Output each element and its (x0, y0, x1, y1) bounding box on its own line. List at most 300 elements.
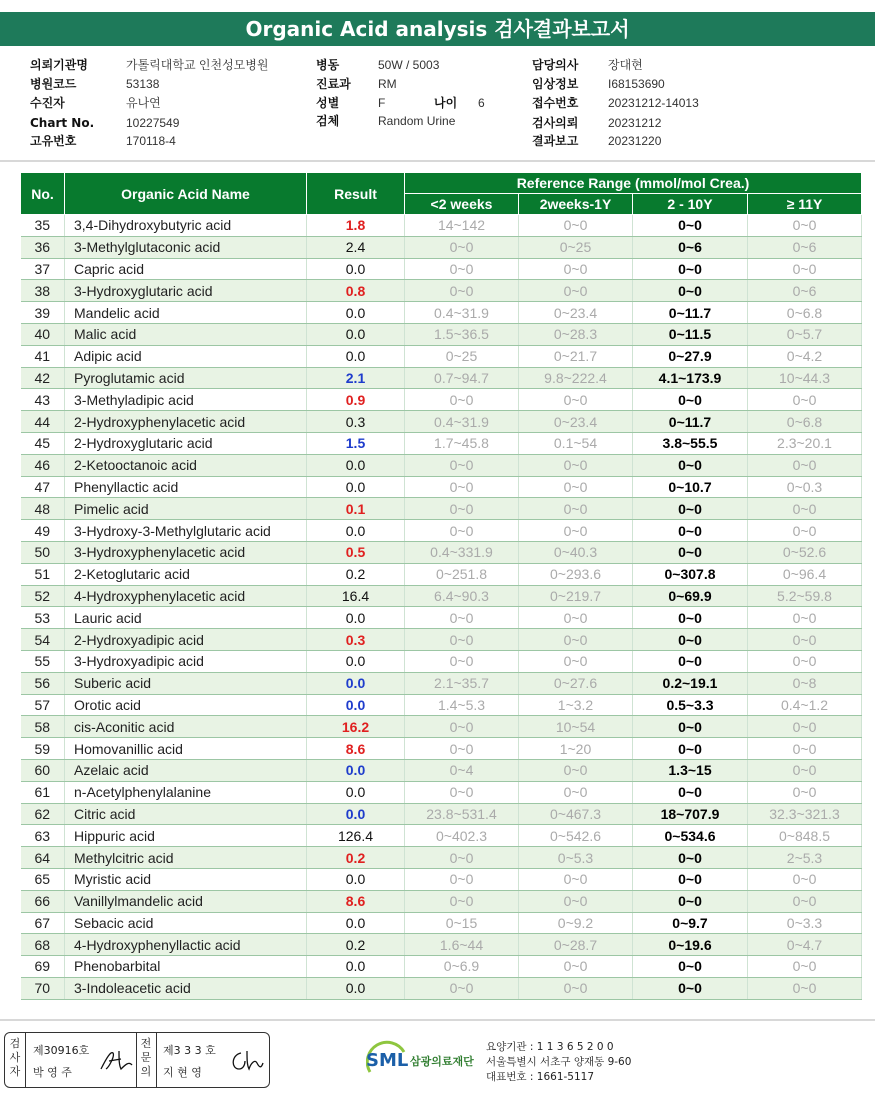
reference-range: 0~0 (633, 890, 748, 912)
info-value: 장대현 (608, 58, 643, 72)
row-number: 45 (21, 432, 65, 454)
reference-range: 2.1~35.7 (405, 672, 519, 694)
info-value: F (378, 96, 386, 110)
reference-range: 0~0 (748, 258, 862, 280)
acid-name: Capric acid (65, 258, 307, 280)
info-value: 가톨릭대학교 인천성모병원 (126, 58, 269, 72)
table-row (21, 280, 862, 302)
reference-range: 0~0 (633, 781, 748, 803)
reference-range: 0~0 (405, 781, 519, 803)
reference-range: 0~0 (748, 607, 862, 629)
reference-range: 0~6.9 (405, 956, 519, 978)
table-row (21, 585, 862, 607)
table-row (21, 389, 862, 411)
row-number: 47 (21, 476, 65, 498)
reference-range: 0~0 (405, 890, 519, 912)
info-value: 53138 (126, 77, 160, 91)
result-value (307, 302, 405, 324)
reference-range: 0~4.7 (748, 934, 862, 956)
result-value (307, 498, 405, 520)
divider (136, 1033, 137, 1087)
row-number: 43 (21, 389, 65, 411)
result-value (307, 890, 405, 912)
acid-name: Lauric acid (65, 607, 307, 629)
table-row (21, 781, 862, 803)
reference-range: 0.7~94.7 (405, 367, 519, 389)
table-row (21, 912, 862, 934)
result-text: 0.0 (345, 784, 366, 801)
table-row (21, 476, 862, 498)
result-text: 0.0 (345, 958, 366, 975)
reference-range: 2~5.3 (748, 847, 862, 869)
acid-name: 3-Hydroxyglutaric acid (65, 280, 307, 302)
row-number: 36 (21, 236, 65, 258)
reference-range: 0~0 (633, 258, 748, 280)
logo-mark: SML (366, 1050, 409, 1071)
result-text: 0.0 (345, 805, 366, 822)
table-row (21, 454, 862, 476)
acid-name: Myristic acid (65, 868, 307, 890)
org-phone: 대표번호 : 1661-5117 (486, 1071, 595, 1083)
signature-image (97, 1047, 135, 1075)
reference-range: 0~0 (519, 956, 633, 978)
reference-range: 0~52.6 (748, 541, 862, 563)
result-value (307, 934, 405, 956)
reference-range: 0~23.4 (519, 302, 633, 324)
reference-range: 0~4.2 (748, 345, 862, 367)
result-value (307, 956, 405, 978)
reference-range: 0~6.8 (748, 302, 862, 324)
reference-range: 0~0 (405, 454, 519, 476)
info-label: 수진자 (30, 96, 65, 110)
reference-range: 0~9.7 (633, 912, 748, 934)
acid-name: Methylcitric acid (65, 847, 307, 869)
result-text: 8.6 (345, 893, 366, 910)
reference-range: 14~142 (405, 215, 519, 237)
reference-range: 0~0 (405, 847, 519, 869)
acid-name: Pimelic acid (65, 498, 307, 520)
info-label: 병동 (316, 58, 340, 72)
col-header-name: Organic Acid Name (65, 173, 307, 215)
info-label: 검체 (316, 114, 340, 128)
row-number: 53 (21, 607, 65, 629)
reference-range: 0~293.6 (519, 563, 633, 585)
reference-range: 0~96.4 (748, 563, 862, 585)
reference-range: 10~54 (519, 716, 633, 738)
result-text: 0.0 (345, 762, 366, 779)
result-text: 0.0 (345, 457, 366, 474)
row-number: 40 (21, 323, 65, 345)
table-row (21, 367, 862, 389)
result-value (307, 585, 405, 607)
result-text: 0.2 (345, 566, 366, 583)
row-number: 50 (21, 541, 65, 563)
reference-range: 0~0 (748, 520, 862, 542)
reference-range: 0~251.8 (405, 563, 519, 585)
result-value (307, 541, 405, 563)
result-value (307, 672, 405, 694)
row-number: 65 (21, 868, 65, 890)
reference-range: 0~0 (748, 650, 862, 672)
reference-range: 0~219.7 (519, 585, 633, 607)
info-label: 병원코드 (30, 77, 77, 91)
info-label: 검사의뢰 (532, 116, 579, 130)
reference-range: 0~0 (405, 629, 519, 651)
reference-range: 0~0 (748, 629, 862, 651)
reference-range: 0~0 (633, 977, 748, 999)
row-number: 38 (21, 280, 65, 302)
divider (25, 1033, 26, 1087)
row-number: 58 (21, 716, 65, 738)
reference-range: 0~0 (519, 498, 633, 520)
info-label: 진료과 (316, 77, 351, 91)
result-text: 0.0 (345, 478, 366, 495)
reference-range: 0~0 (405, 280, 519, 302)
row-number: 59 (21, 738, 65, 760)
info-value: 20231212 (608, 116, 662, 130)
reference-range: 0~3.3 (748, 912, 862, 934)
reference-range: 0~0 (633, 454, 748, 476)
col-header-no: No. (21, 173, 65, 215)
result-value (307, 629, 405, 651)
result-value (307, 825, 405, 847)
result-value (307, 432, 405, 454)
result-text: 0.2 (345, 849, 366, 866)
result-value (307, 411, 405, 433)
reference-range: 0~0 (633, 847, 748, 869)
reference-range: 0~0 (748, 498, 862, 520)
sml-logo-icon (366, 1040, 484, 1076)
results-table (20, 172, 862, 1000)
acid-name: 2-Ketoglutaric acid (65, 563, 307, 585)
acid-name: Malic acid (65, 323, 307, 345)
col-header-range: <2 weeks (405, 194, 519, 215)
table-row (21, 345, 862, 367)
signature-image (227, 1047, 265, 1075)
table-row (21, 825, 862, 847)
acid-name: 3-Indoleacetic acid (65, 977, 307, 999)
reference-range: 0~0 (633, 738, 748, 760)
reference-range: 32.3~321.3 (748, 803, 862, 825)
result-value (307, 607, 405, 629)
inspector-name: 박 영 주 (33, 1066, 72, 1079)
result-text: 2.4 (345, 239, 366, 256)
row-number: 41 (21, 345, 65, 367)
row-number: 42 (21, 367, 65, 389)
reference-range: 0~0.3 (748, 476, 862, 498)
info-value: 10227549 (126, 116, 180, 130)
result-value (307, 367, 405, 389)
row-number: 66 (21, 890, 65, 912)
result-text: 0.0 (345, 653, 366, 670)
table-row (21, 607, 862, 629)
reference-range: 23.8~531.4 (405, 803, 519, 825)
organization-info (486, 1040, 631, 1085)
result-value (307, 258, 405, 280)
acid-name: Sebacic acid (65, 912, 307, 934)
result-value (307, 345, 405, 367)
result-text: 0.1 (345, 500, 366, 517)
result-text: 0.2 (345, 936, 366, 953)
reference-range: 0~467.3 (519, 803, 633, 825)
acid-name: Mandelic acid (65, 302, 307, 324)
result-text: 1.8 (345, 217, 366, 234)
inspector-label: 검 사 자 (9, 1037, 21, 1078)
result-value (307, 650, 405, 672)
reference-range: 0~10.7 (633, 476, 748, 498)
reference-range: 0~0 (748, 759, 862, 781)
acid-name: 2-Hydroxyphenylacetic acid (65, 411, 307, 433)
result-value (307, 280, 405, 302)
info-label: 결과보고 (532, 134, 579, 148)
row-number: 52 (21, 585, 65, 607)
row-number: 63 (21, 825, 65, 847)
reference-range: 0~0 (748, 454, 862, 476)
acid-name: 3-Hydroxyphenylacetic acid (65, 541, 307, 563)
result-value (307, 716, 405, 738)
acid-name: Azelaic acid (65, 759, 307, 781)
info-value: 유나연 (126, 96, 161, 110)
reference-range: 0~0 (519, 280, 633, 302)
table-row (21, 498, 862, 520)
acid-name: 3-Methylglutaconic acid (65, 236, 307, 258)
table-row (21, 215, 862, 237)
reference-range: 0~0 (633, 956, 748, 978)
acid-name: Orotic acid (65, 694, 307, 716)
reference-range: 0~11.5 (633, 323, 748, 345)
reference-range: 0~5.7 (748, 323, 862, 345)
acid-name: Phenyllactic acid (65, 476, 307, 498)
table-row (21, 541, 862, 563)
reference-range: 0~4 (405, 759, 519, 781)
row-number: 56 (21, 672, 65, 694)
sml-logo (366, 1040, 484, 1080)
result-value (307, 694, 405, 716)
reference-range: 0~0 (748, 716, 862, 738)
row-number: 35 (21, 215, 65, 237)
reference-range: 0~0 (405, 498, 519, 520)
reference-range: 0~69.9 (633, 585, 748, 607)
reference-range: 0~25 (519, 236, 633, 258)
result-text: 0.0 (345, 522, 366, 539)
info-label: 고유번호 (30, 134, 77, 148)
reference-range: 0~0 (748, 389, 862, 411)
reference-range: 0~0 (748, 890, 862, 912)
result-text: 0.0 (345, 304, 366, 321)
age-label: 나이 (434, 96, 458, 110)
acid-name: Phenobarbital (65, 956, 307, 978)
reference-range: 0~8 (748, 672, 862, 694)
reference-range: 0~0 (405, 389, 519, 411)
result-text: 1.5 (345, 435, 366, 452)
result-value (307, 389, 405, 411)
reference-range: 0~0 (519, 258, 633, 280)
table-row (21, 411, 862, 433)
table-row (21, 956, 862, 978)
result-text: 0.0 (345, 871, 366, 888)
info-label: 성별 (316, 96, 340, 110)
reference-range: 0~15 (405, 912, 519, 934)
reference-range: 10~44.3 (748, 367, 862, 389)
reference-range: 0~0 (633, 629, 748, 651)
result-value (307, 563, 405, 585)
reference-range: 0~0 (405, 520, 519, 542)
reference-range: 0~0 (633, 868, 748, 890)
reference-range: 0~0 (633, 498, 748, 520)
reference-range: 0~0 (519, 781, 633, 803)
specialist-label: 전 문 의 (140, 1037, 152, 1078)
reference-range: 0~0 (405, 607, 519, 629)
reference-range: 0~5.3 (519, 847, 633, 869)
table-row (21, 563, 862, 585)
reference-range: 1~20 (519, 738, 633, 760)
result-text: 0.3 (345, 413, 366, 430)
logo-text: 삼광의료재단 (410, 1055, 474, 1068)
reference-range: 0~19.6 (633, 934, 748, 956)
reference-range: 0~6.8 (748, 411, 862, 433)
acid-name: cis-Aconitic acid (65, 716, 307, 738)
result-text: 0.9 (345, 391, 366, 408)
table-row (21, 236, 862, 258)
row-number: 67 (21, 912, 65, 934)
table-row (21, 672, 862, 694)
table-row (21, 977, 862, 999)
patient-info-panel (30, 56, 860, 148)
reference-range: 0~0 (748, 956, 862, 978)
reference-range: 4.1~173.9 (633, 367, 748, 389)
reference-range: 0~27.6 (519, 672, 633, 694)
result-text: 0.3 (345, 631, 366, 648)
reference-range: 0~0 (633, 541, 748, 563)
reference-range: 0~25 (405, 345, 519, 367)
row-number: 55 (21, 650, 65, 672)
result-value (307, 476, 405, 498)
reference-range: 1.5~36.5 (405, 323, 519, 345)
result-value (307, 236, 405, 258)
reference-range: 0~402.3 (405, 825, 519, 847)
row-number: 49 (21, 520, 65, 542)
acid-name: 3-Hydroxy-3-Methylglutaric acid (65, 520, 307, 542)
acid-name: Hippuric acid (65, 825, 307, 847)
result-value (307, 520, 405, 542)
reference-range: 0~542.6 (519, 825, 633, 847)
reference-range: 0~0 (633, 607, 748, 629)
reference-range: 0~0 (519, 476, 633, 498)
result-value (307, 803, 405, 825)
reference-range: 0~0 (405, 236, 519, 258)
table-row (21, 738, 862, 760)
inspector-license: 제30916호 (33, 1044, 90, 1057)
col-header-range: 2 - 10Y (633, 194, 748, 215)
info-value: I68153690 (608, 77, 665, 91)
reference-range: 0~0 (405, 868, 519, 890)
acid-name: Vanillylmandelic acid (65, 890, 307, 912)
reference-range: 0~0 (633, 280, 748, 302)
reference-range: 0~0 (519, 215, 633, 237)
table-row (21, 650, 862, 672)
acid-name: Suberic acid (65, 672, 307, 694)
reference-range: 0~0 (405, 716, 519, 738)
reference-range: 0~0 (519, 607, 633, 629)
reference-range: 0.2~19.1 (633, 672, 748, 694)
table-row (21, 302, 862, 324)
reference-range: 5.2~59.8 (748, 585, 862, 607)
reference-range: 0~0 (405, 476, 519, 498)
reference-range: 0~0 (519, 389, 633, 411)
reference-range: 3.8~55.5 (633, 432, 748, 454)
divider (0, 160, 875, 162)
reference-range: 0~27.9 (633, 345, 748, 367)
reference-range: 0~0 (519, 454, 633, 476)
acid-name: 3,4-Dihydroxybutyric acid (65, 215, 307, 237)
divider (0, 1019, 875, 1021)
reference-range: 0.4~31.9 (405, 411, 519, 433)
reference-range: 0.4~31.9 (405, 302, 519, 324)
result-value (307, 781, 405, 803)
acid-name: 4-Hydroxyphenylacetic acid (65, 585, 307, 607)
col-header-reference: Reference Range (mmol/mol Crea.) (405, 173, 862, 194)
acid-name: 4-Hydroxyphenyllactic acid (65, 934, 307, 956)
acid-name: 2-Hydroxyadipic acid (65, 629, 307, 651)
reference-range: 0~40.3 (519, 541, 633, 563)
result-value (307, 215, 405, 237)
result-text: 0.0 (345, 980, 366, 997)
result-value (307, 323, 405, 345)
reference-range: 0~0 (519, 977, 633, 999)
info-value: 50W / 5003 (378, 58, 440, 72)
acid-name: 3-Methyladipic acid (65, 389, 307, 411)
acid-name: n-Acetylphenylalanine (65, 781, 307, 803)
result-value (307, 977, 405, 999)
result-text: 126.4 (337, 827, 374, 844)
info-value: 20231212-14013 (608, 96, 699, 110)
acid-name: Citric acid (65, 803, 307, 825)
result-value (307, 759, 405, 781)
row-number: 51 (21, 563, 65, 585)
table-row (21, 890, 862, 912)
acid-name: Pyroglutamic acid (65, 367, 307, 389)
table-row (21, 716, 862, 738)
org-address: 서울특별시 서초구 양재동 9-60 (486, 1056, 632, 1068)
reference-range: 0~11.7 (633, 411, 748, 433)
row-number: 46 (21, 454, 65, 476)
col-header-range: ≥ 11Y (748, 194, 862, 215)
specialist-license: 제3 3 3 호 (163, 1044, 216, 1057)
result-text: 16.2 (341, 718, 370, 735)
table-row (21, 694, 862, 716)
signature-box (4, 1032, 270, 1088)
reference-range: 0~0 (748, 781, 862, 803)
result-value (307, 454, 405, 476)
reference-range: 0~0 (405, 977, 519, 999)
divider (156, 1033, 157, 1087)
row-number: 39 (21, 302, 65, 324)
reference-range: 0~0 (519, 650, 633, 672)
reference-range: 0~0 (519, 868, 633, 890)
reference-range: 0~848.5 (748, 825, 862, 847)
result-value (307, 847, 405, 869)
table-row (21, 847, 862, 869)
specialist-name: 지 현 영 (163, 1066, 202, 1079)
row-number: 37 (21, 258, 65, 280)
info-label: Chart No. (30, 116, 95, 130)
reference-range: 1.3~15 (633, 759, 748, 781)
reference-range: 0.5~3.3 (633, 694, 748, 716)
reference-range: 18~707.9 (633, 803, 748, 825)
table-row (21, 323, 862, 345)
org-registration: 요양기관 : 1 1 3 6 5 2 0 0 (486, 1041, 614, 1053)
table-row (21, 934, 862, 956)
